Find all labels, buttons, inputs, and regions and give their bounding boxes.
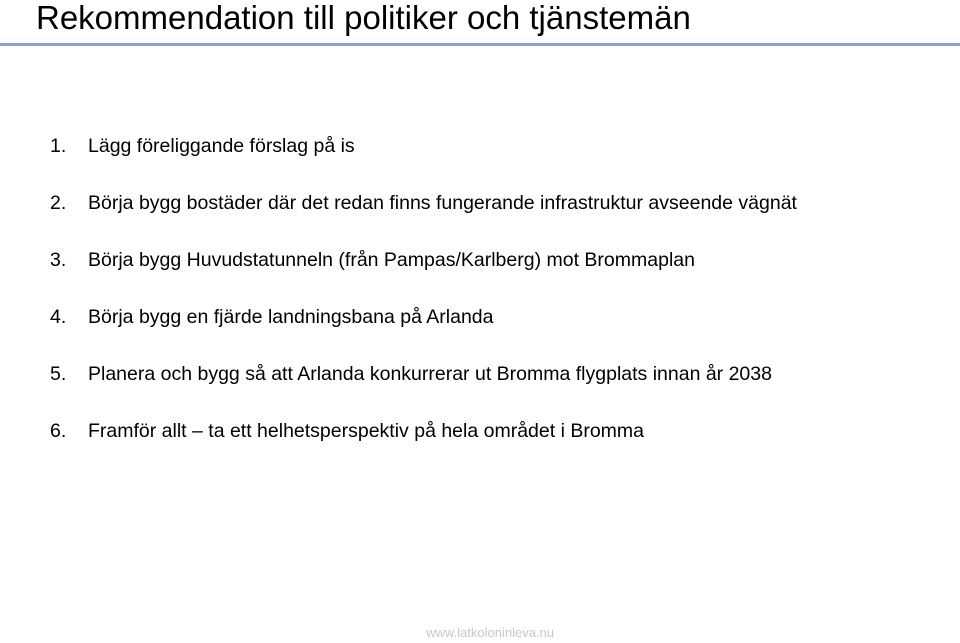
list-item-text: Lägg föreliggande förslag på is [88,135,355,157]
list-item-text: Planera och bygg så att Arlanda konkurrerar ut Bromma flygplats innan år 2038 [88,363,772,385]
list-item-text: Börja bygg en fjärde landningsbana på Arlanda [88,306,494,328]
list-item [50,302,797,359]
list-item [50,359,797,416]
list-item-text: Börja bygg Huvudstatunneln (från Pampas/Karlberg) mot Brommaplan [88,249,695,271]
list-item-text: Börja bygg bostäder där det redan finns fungerande infrastruktur avseende vägnät [88,192,797,214]
list-item [50,131,797,188]
recommendation-list [50,131,797,473]
list-item-number: 2. [50,192,67,214]
footer-url: www.latkoloninleva.nu [426,625,554,640]
list-item-number: 3. [50,249,67,271]
list-item-text: Framför allt – ta ett helhetsperspektiv på hela området i Bromma [88,420,644,442]
list-item-number: 4. [50,306,67,328]
list-item-number: 6. [50,420,67,442]
list-item [50,416,797,473]
slide-title: Rekommendation till politiker och tjänstemän [36,0,691,36]
title-divider [0,43,960,46]
list-item-number: 1. [50,135,67,157]
list-item [50,188,797,245]
list-item [50,245,797,302]
list-item-number: 5. [50,363,67,385]
